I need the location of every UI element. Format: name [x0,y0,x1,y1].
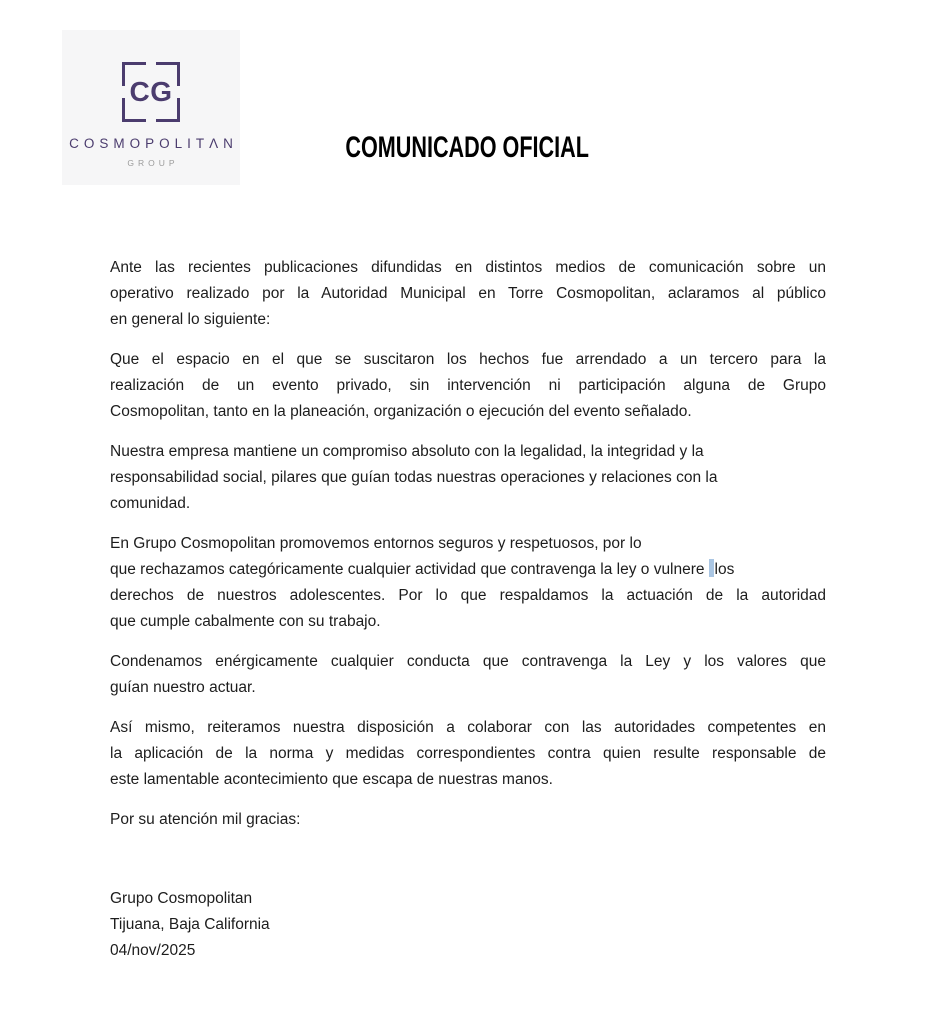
text-line: que rechazamos categóricamente cualquier actividad que contravenga la ley o vulnere los [110,561,735,578]
signature-company: Grupo Cosmopolitan [110,890,253,907]
text-line: en general lo siguiente: [110,311,271,328]
text-line: Nuestra empresa mantiene un compromiso absoluto con la legalidad, la integridad y la [110,443,704,460]
text-cursor [709,559,714,577]
logo-brand-name: COSMOPOLITΛN [69,136,238,151]
signature-date: 04/nov/2025 [110,942,196,959]
text-line: realización de un evento privado, sin intervención ni participación alguna de Grupo [110,377,826,394]
text-line: Por su atención mil gracias: [110,811,301,828]
text-line: operativo realizado por la Autoridad Municipal en Torre Cosmopolitan, aclaramos al público [110,285,826,302]
text-line: En Grupo Cosmopolitan promovemos entornos seguros y respetuosos, por lo [110,535,642,552]
document-title: COMUNICADO OFICIAL [345,131,590,164]
paragraph [110,255,826,333]
text-line: la aplicación de la norma y medidas correspondientes contra quien resulte responsable de [110,745,826,762]
cg-monogram-mark [122,62,180,122]
text-line: Cosmopolitan, tanto en la planeación, organización o ejecución del evento señalado. [110,403,692,420]
text-line: Que el espacio en el que se suscitaron los hechos fue arrendado a un tercero para la [110,351,826,368]
title-container [0,133,935,163]
signature-block [110,886,826,964]
signature-location: Tijuana, Baja California [110,916,270,933]
paragraph [110,531,826,635]
text-line: derechos de nuestros adolescentes. Por lo que respaldamos la actuación de la autoridad [110,587,826,604]
text-line: Así mismo, reiteramos nuestra disposición a colaborar con las autoridades competentes en [110,719,826,736]
paragraph [110,807,826,833]
logo-monogram-text: CG [129,76,173,107]
text-line: responsabilidad social, pilares que guían todas nuestras operaciones y relaciones con la [110,469,718,486]
logo-brand-subtitle: GROUP [127,158,179,168]
paragraph [110,715,826,793]
paragraph [110,439,826,517]
paragraph [110,347,826,425]
paragraph [110,649,826,701]
text-line: este lamentable acontecimiento que escapa de nuestras manos. [110,771,553,788]
text-line: comunidad. [110,495,191,512]
document-body[interactable] [110,255,826,964]
text-line: Ante las recientes publicaciones difundidas en distintos medios de comunicación sobre un [110,259,826,276]
text-line: guían nuestro actuar. [110,679,256,696]
text-line: que cumple cabalmente con su trabajo. [110,613,381,630]
text-line: Condenamos enérgicamente cualquier conducta que contravenga la Ley y los valores que [110,653,826,670]
